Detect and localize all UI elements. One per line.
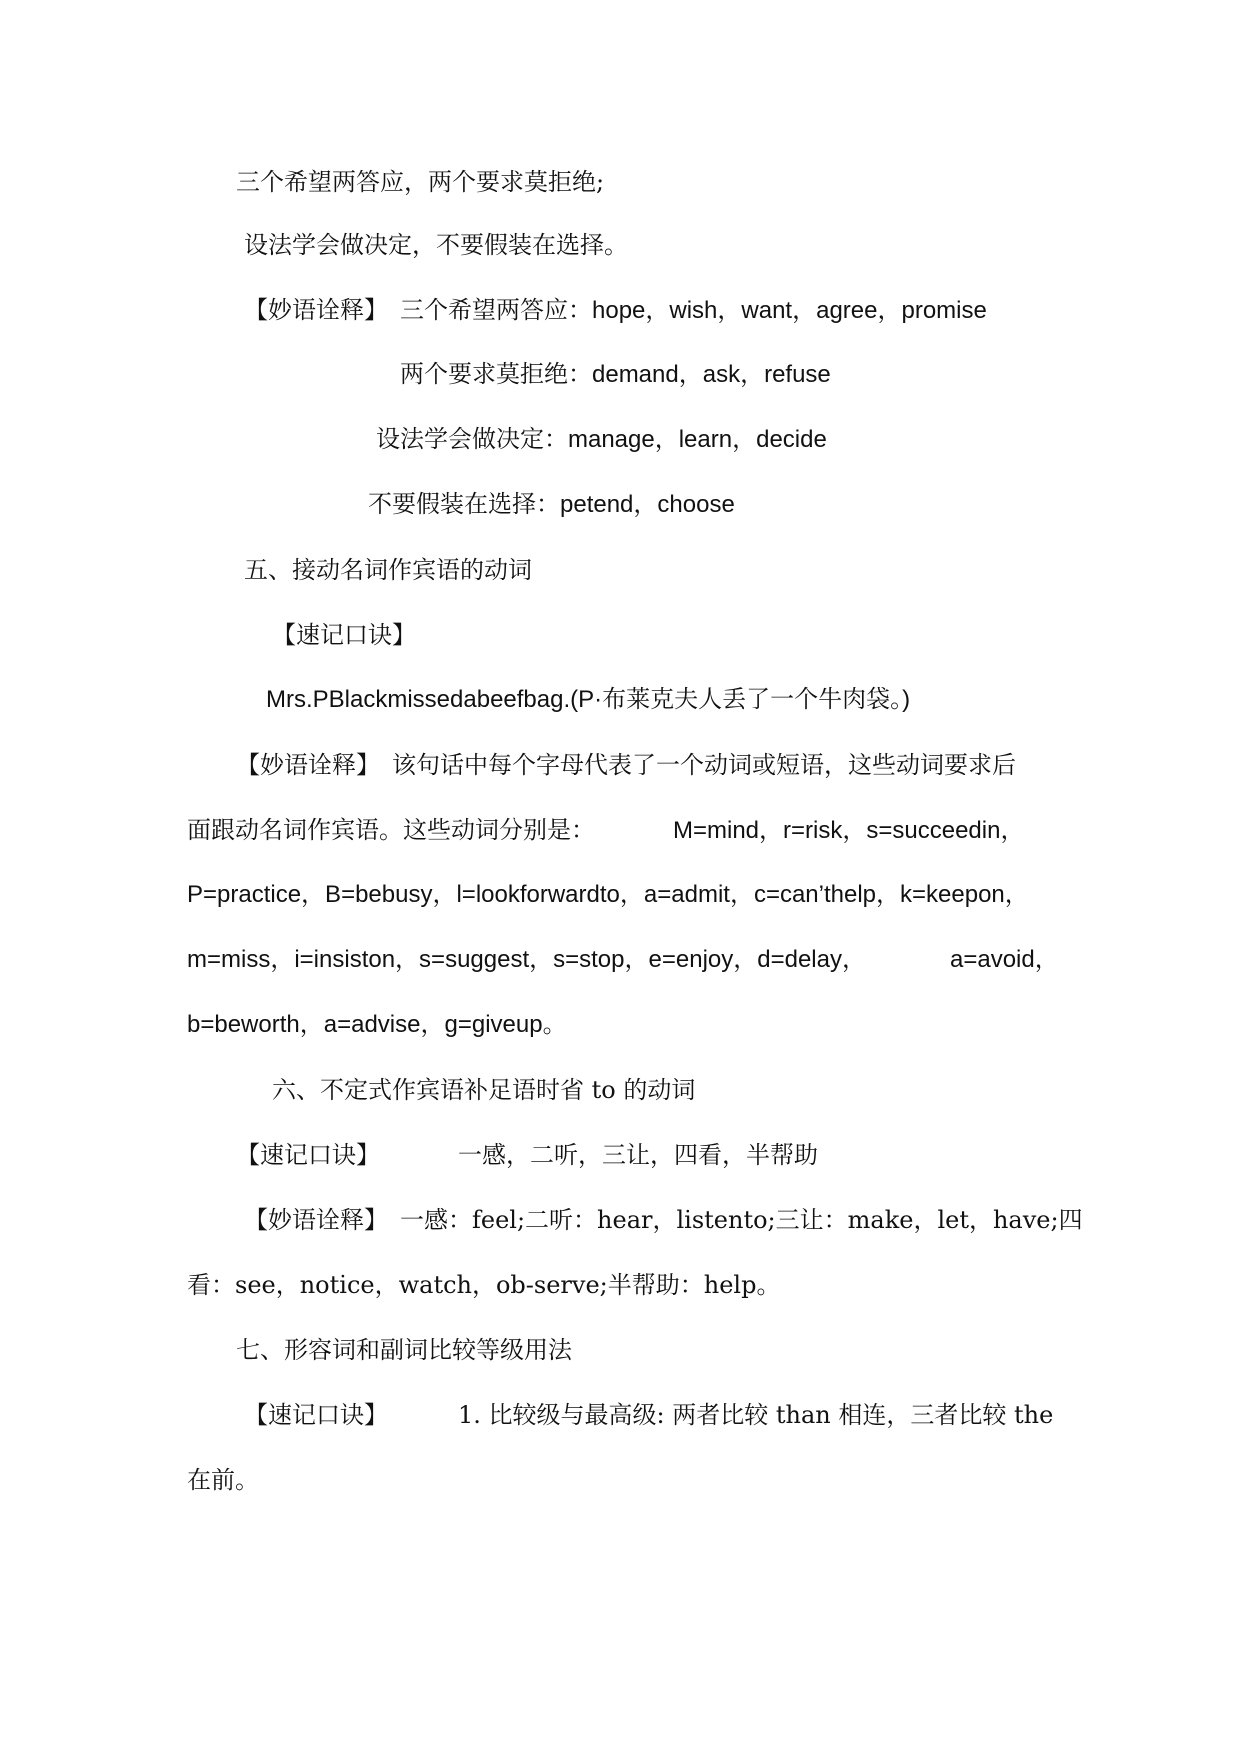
explanation-label: 【妙语诠释】 [244,1206,388,1234]
mnemonic-line [236,1140,818,1170]
explanation-line: 面跟动名词作宾语。这些动词分别是： M=mind，r=risk，s=succeedin， [187,816,1025,844]
explanation-label: 【妙语诠释】 [236,751,380,779]
mnemonic-sentence: Mrs.PBlackmissedabeefbag.(P·布莱克夫人丢了一个牛肉袋。) [266,686,911,713]
explanation-line: 两个要求莫拒绝：demand，ask，refuse [400,361,831,388]
section-heading-7: 七、形容词和副词比较等级用法 [236,1336,572,1364]
explanation-line [244,295,987,326]
mnemonic-line [244,1400,1053,1430]
explanation-line: 看：see，notice，watch，ob-serve;半帮助：help。 [187,1271,781,1299]
mnemonic-line-1: 三个希望两答应，两个要求莫拒绝; [236,168,605,196]
explanation-line: 不要假装在选择：petend，choose [368,491,735,518]
explanation-label: 【妙语诠释】 [244,296,388,324]
explanation-line: b=beworth，a=advise，g=giveup。 [187,1011,567,1038]
mnemonic-text: 一感，二听，三让，四看，半帮助 [458,1141,818,1169]
explanation-text: 一感：feel;二听：hear，listento;三让：make，let，have;四 [400,1206,1083,1234]
explanation-text: 三个希望两答应：hope，wish，want，agree，promise [400,297,987,324]
mnemonic-line-2: 设法学会做决定，不要假装在选择。 [244,231,628,259]
explanation-line [244,1205,1083,1235]
mnemonic-text: 1. 比较级与最高级: 两者比较 than 相连，三者比较 the [458,1401,1054,1429]
section-heading-6: 六、不定式作宾语补足语时省 to 的动词 [272,1076,696,1104]
mnemonic-line: 在前。 [187,1466,259,1494]
section-heading-5: 五、接动名词作宾语的动词 [244,556,532,584]
explanation-line: m=miss，i=insiston，s=suggest，s=stop，e=enjoy，d=delay， a=avoid， [187,946,1059,973]
explanation-line: P=practice，B=bebusy，l=lookforwardto，a=admit，c=can’thelp，k=keepon， [187,881,1029,908]
explanation-text: 该句话中每个字母代表了一个动词或短语，这些动词要求后 [392,751,1016,779]
explanation-line: 设法学会做决定：manage，learn，decide [376,426,827,453]
explanation-line [236,750,1016,780]
mnemonic-label: 【速记口诀】 [236,1141,380,1169]
mnemonic-label: 【速记口诀】 [244,1401,388,1429]
mnemonic-label: 【速记口诀】 [272,621,416,649]
